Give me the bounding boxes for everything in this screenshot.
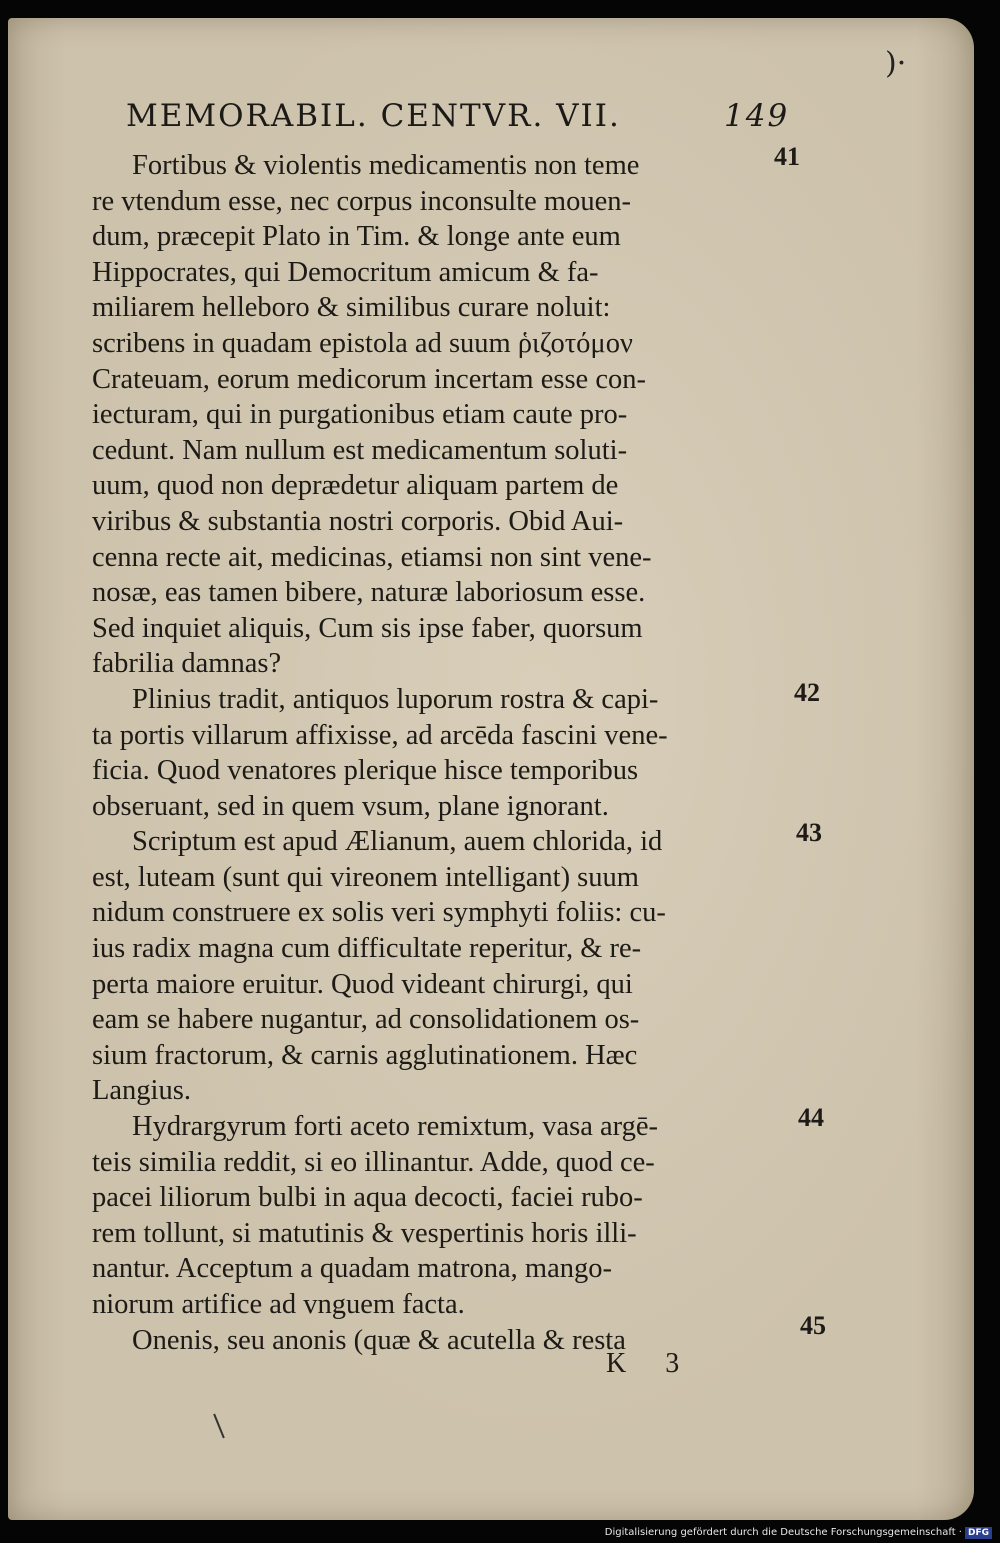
running-title: MEMORABIL. CENTVR. VII.: [126, 98, 621, 134]
text-line: cenna recte ait, medicinas, etiamsi non sint vene-: [92, 541, 652, 573]
text-line: dum, præcepit Plato in Tim. & longe ante eum: [92, 221, 621, 253]
digitization-credit: [605, 1525, 992, 1541]
text-line: iecturam, qui in purgationibus etiam caute pro-: [92, 399, 628, 431]
text-line: niorum artifice ad vnguem facta.: [92, 1289, 465, 1320]
text-line: nantur. Acceptum a quadam matrona, mango-: [92, 1253, 612, 1285]
text-line: fabrilia damnas?: [92, 648, 282, 680]
text-line: Onenis, seu anonis (quæ & acutella & resta: [132, 1324, 626, 1356]
text-line: est, luteam (sunt qui vireonem intelligant) suum: [92, 861, 639, 893]
text-line: eam se habere nugantur, ad consolidationem os-: [92, 1004, 640, 1036]
text-line: teis similia reddit, si eo illinantur. Adde, quod ce-: [92, 1146, 655, 1178]
signature-mark: K 3: [606, 1348, 696, 1379]
dfg-logo: DFG: [965, 1527, 992, 1539]
marginal-number: 45: [800, 1311, 826, 1340]
text-line: Langius.: [92, 1075, 191, 1107]
text-line: Fortibus & violentis medicamentis non teme: [132, 150, 640, 181]
text-line: scribens in quadam epistola ad suum ῥιζοτόμον: [92, 327, 633, 359]
text-line: pacei liliorum bulbi in aqua decocti, faciei rubo-: [92, 1182, 643, 1214]
text-line: Scriptum est apud Ælianum, auem chlorida, id: [132, 826, 663, 858]
credit-text: Digitalisierung gefördert durch die Deutsche Forschungsgemeinschaft ·: [604, 1527, 962, 1538]
text-line: Plinius tradit, antiquos luporum rostra & capi-: [132, 683, 659, 715]
text-line: miliarem helleboro & similibus curare noluit:: [92, 292, 611, 324]
text-line: re vtendum esse, nec corpus inconsulte mouen-: [92, 185, 631, 217]
page-edge-mark: )·: [885, 46, 907, 81]
text-line: Hydrargyrum forti aceto remixtum, vasa argē-: [132, 1111, 659, 1143]
text-line: sium fractorum, & carnis agglutinationem. Hæc: [92, 1039, 638, 1071]
text-line: nosæ, eas tamen bibere, naturæ laboriosum esse.: [92, 577, 646, 609]
text-line: rem tollunt, si matutinis & vespertinis horis illi-: [92, 1217, 637, 1249]
text-line: perta maiore eruitur. Quod videant chirurgi, qui: [92, 968, 633, 1000]
text-line: uum, quod non deprædetur aliquam partem de: [92, 470, 619, 502]
text-line: viribus & substantia nostri corporis. Obid Aui-: [92, 505, 624, 537]
text-line: ficia. Quod venatores plerique hisce temporibus: [92, 755, 639, 787]
marginal-number: 41: [774, 142, 800, 171]
text-line: ta portis villarum affixisse, ad arcēda fascini vene-: [92, 719, 668, 751]
text-line: Hippocrates, qui Democritum amicum & fa-: [92, 256, 599, 288]
marginal-number: 42: [794, 678, 820, 707]
text-line: obseruant, sed in quem vsum, plane ignorant.: [92, 790, 609, 822]
marginal-number: 44: [798, 1103, 824, 1132]
text-line: Crateuam, eorum medicorum incertam esse con-: [92, 363, 646, 395]
main-text-block: [92, 148, 792, 1358]
book-page: [8, 18, 974, 1520]
text-line: ius radix magna cum difficultate reperitur, & re-: [92, 933, 642, 965]
marginal-number: 43: [796, 818, 822, 847]
text-line: cedunt. Nam nullum est medicamentum soluti-: [92, 434, 628, 466]
running-header: [126, 98, 790, 138]
folio-number: 149: [724, 98, 790, 134]
stray-ink-mark: [213, 1414, 225, 1439]
text-line: Sed inquiet aliquis, Cum sis ipse faber, quorsum: [92, 612, 643, 644]
text-line: nidum construere ex solis veri symphyti foliis: cu-: [92, 897, 666, 929]
